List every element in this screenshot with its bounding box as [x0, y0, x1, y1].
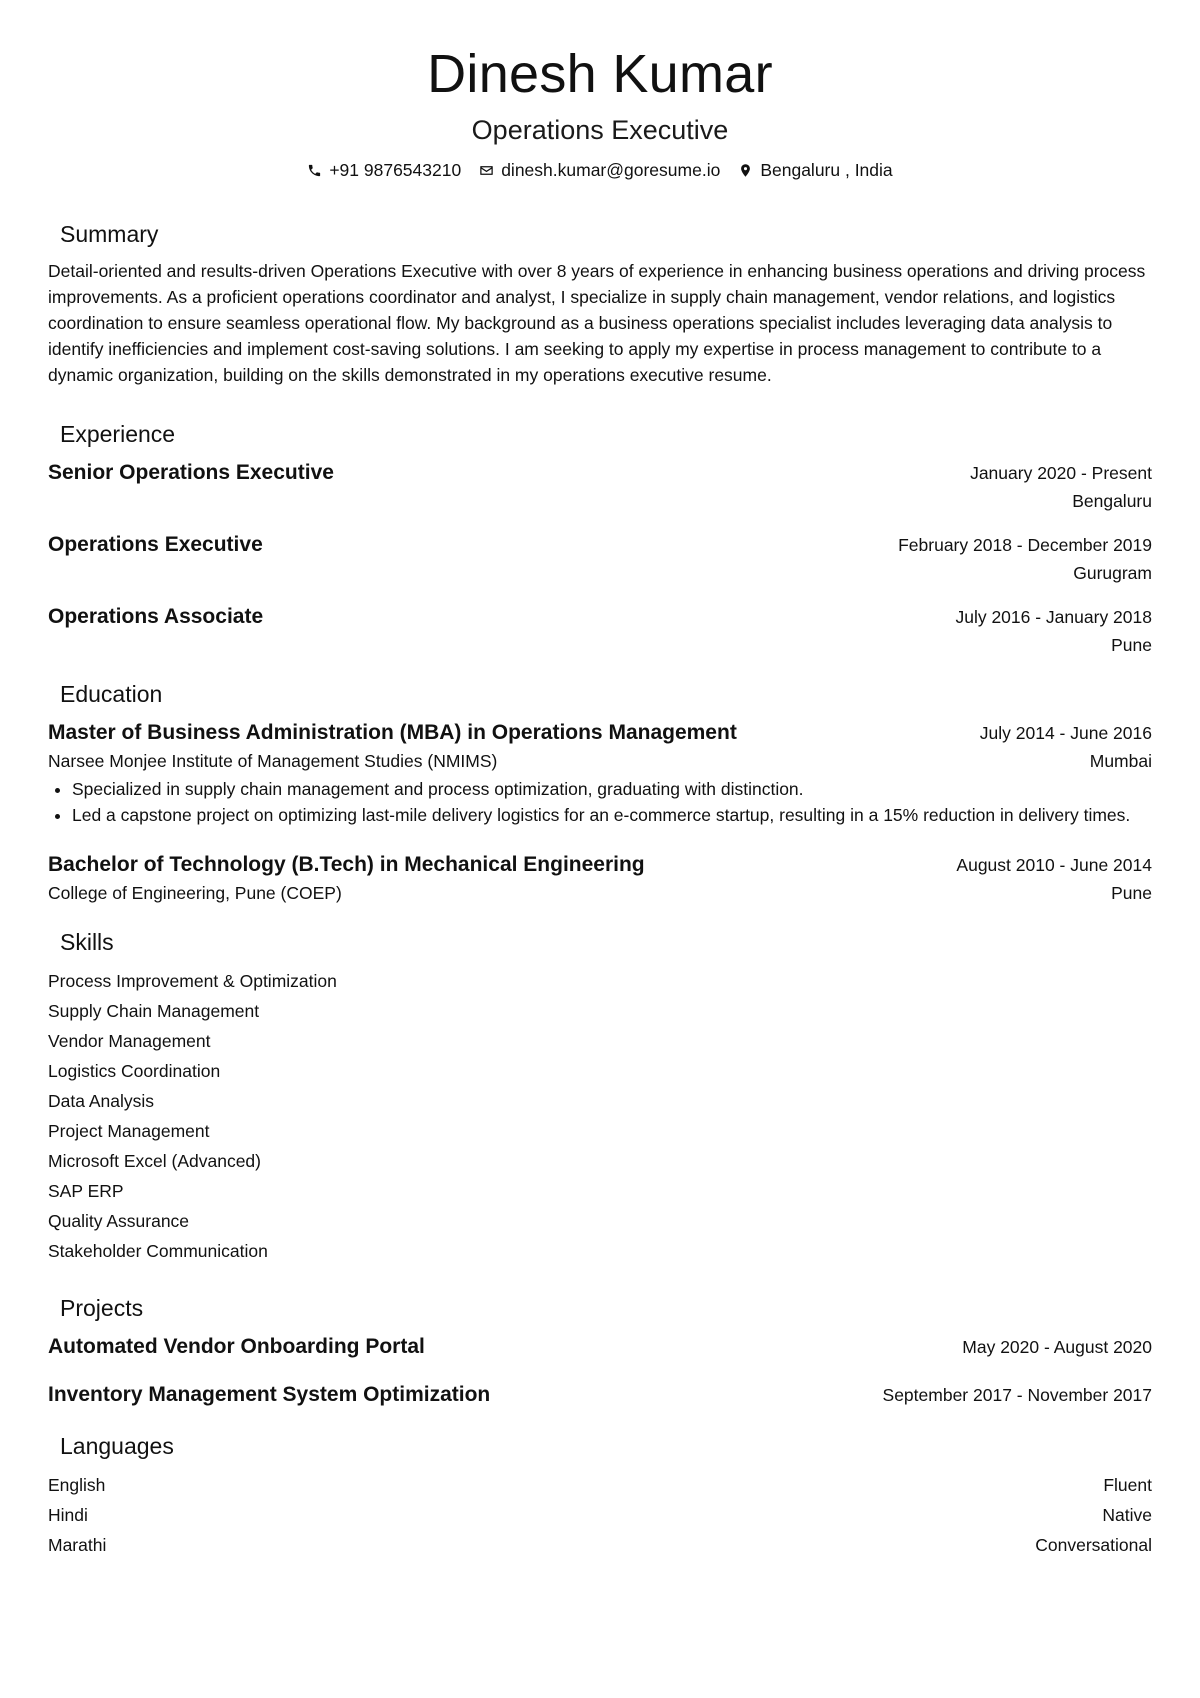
skill-item: Data Analysis [48, 1091, 155, 1111]
school-location: Mumbai [1089, 751, 1152, 771]
candidate-role: Operations Executive [471, 115, 729, 145]
skill-item: Vendor Management [48, 1031, 211, 1051]
school-name: Narsee Monjee Institute of Management Studies (NMIMS) [48, 751, 498, 771]
mail-icon [479, 163, 494, 178]
project-entry [48, 1332, 1152, 1362]
job-location: Pune [1111, 635, 1152, 655]
project-title: Automated Vendor Onboarding Portal [48, 1335, 425, 1358]
language-row [48, 1500, 1152, 1530]
languages-section [48, 1430, 1152, 1560]
skill-item: Logistics Coordination [48, 1061, 221, 1081]
education-entry [48, 850, 1152, 906]
contact-email[interactable] [479, 158, 720, 182]
languages-heading: Languages [60, 1433, 174, 1459]
experience-entry [48, 458, 1152, 514]
job-title: Senior Operations Executive [48, 461, 334, 484]
experience-section [48, 418, 1152, 658]
degree-title: Master of Business Administration (MBA) in Operations Management [48, 721, 737, 744]
email-text: dinesh.kumar@goresume.io [501, 160, 721, 180]
experience-entry [48, 602, 1152, 658]
education-section [48, 678, 1152, 906]
skill-item: Microsoft Excel (Advanced) [48, 1151, 261, 1171]
language-level: Native [1102, 1505, 1152, 1525]
skills-section [48, 926, 1152, 1266]
school-name: College of Engineering, Pune (COEP) [48, 883, 342, 903]
language-level: Fluent [1103, 1475, 1152, 1495]
location-text: Bengaluru , India [760, 160, 893, 180]
job-location: Bengaluru [1072, 491, 1152, 511]
job-location: Gurugram [1073, 563, 1152, 583]
project-entry [48, 1380, 1152, 1410]
location-pin-icon [738, 163, 753, 178]
language-row [48, 1470, 1152, 1500]
job-dates: January 2020 - Present [970, 463, 1152, 483]
resume-header [48, 0, 1152, 182]
skill-item: Stakeholder Communication [48, 1241, 268, 1261]
job-title: Operations Executive [48, 533, 263, 556]
summary-section [48, 218, 1152, 388]
skills-heading: Skills [60, 929, 114, 955]
language-name: Hindi [48, 1505, 88, 1525]
project-dates: May 2020 - August 2020 [962, 1337, 1152, 1357]
phone-icon [307, 163, 322, 178]
school-location: Pune [1111, 883, 1152, 903]
language-row [48, 1530, 1152, 1560]
job-dates: July 2016 - January 2018 [955, 607, 1152, 627]
candidate-name: Dinesh Kumar [427, 44, 773, 104]
language-name: English [48, 1475, 106, 1495]
job-dates: February 2018 - December 2019 [898, 535, 1152, 555]
projects-section [48, 1292, 1152, 1410]
contact-bar [48, 158, 1152, 182]
language-name: Marathi [48, 1535, 107, 1555]
skill-item: Quality Assurance [48, 1211, 190, 1231]
experience-entry [48, 530, 1152, 586]
skill-item: SAP ERP [48, 1181, 124, 1201]
summary-heading: Summary [60, 221, 159, 247]
education-entry [48, 718, 1152, 828]
skill-item: Project Management [48, 1121, 210, 1141]
phone-text: +91 9876543210 [329, 160, 462, 180]
job-title: Operations Associate [48, 605, 264, 628]
education-bullet: • Led a capstone project on optimizing last-mile delivery logistics for an e-commerce startup, resulting in a 15% reduction in delivery times. [72, 802, 1152, 828]
contact-phone[interactable] [307, 158, 461, 182]
language-level: Conversational [1035, 1535, 1152, 1555]
degree-dates: July 2014 - June 2016 [979, 723, 1152, 743]
education-bullet: • Specialized in supply chain management and process optimization, graduating with distinction. [72, 776, 1152, 802]
contact-location [738, 158, 892, 182]
education-bullets [48, 776, 1152, 828]
degree-dates: August 2010 - June 2014 [956, 855, 1152, 875]
summary-text: Detail-oriented and results-driven Operations Executive with over 8 years of experience in enhancing business operations and driving process improvements. As a proficient operations coordinator and analyst, I specialize in supply chain management, vendor relations, and logistics coordination to ensure seamless operational flow. My background as a business operations specialist includes leveraging data analysis to identify inefficiencies and implement cost-saving solutions. I am seeking to apply my expertise in process management to contribute to a dynamic organization, building on the skills demonstrated in my operations executive resume. [48, 261, 1146, 385]
experience-heading: Experience [60, 421, 176, 447]
skills-list [48, 966, 1152, 1266]
skill-item: Supply Chain Management [48, 1001, 260, 1021]
education-heading: Education [60, 681, 163, 707]
skill-item: Process Improvement & Optimization [48, 971, 337, 991]
project-dates: September 2017 - November 2017 [882, 1385, 1152, 1405]
project-title: Inventory Management System Optimization [48, 1383, 491, 1406]
projects-heading: Projects [60, 1295, 144, 1321]
degree-title: Bachelor of Technology (B.Tech) in Mechanical Engineering [48, 853, 645, 876]
